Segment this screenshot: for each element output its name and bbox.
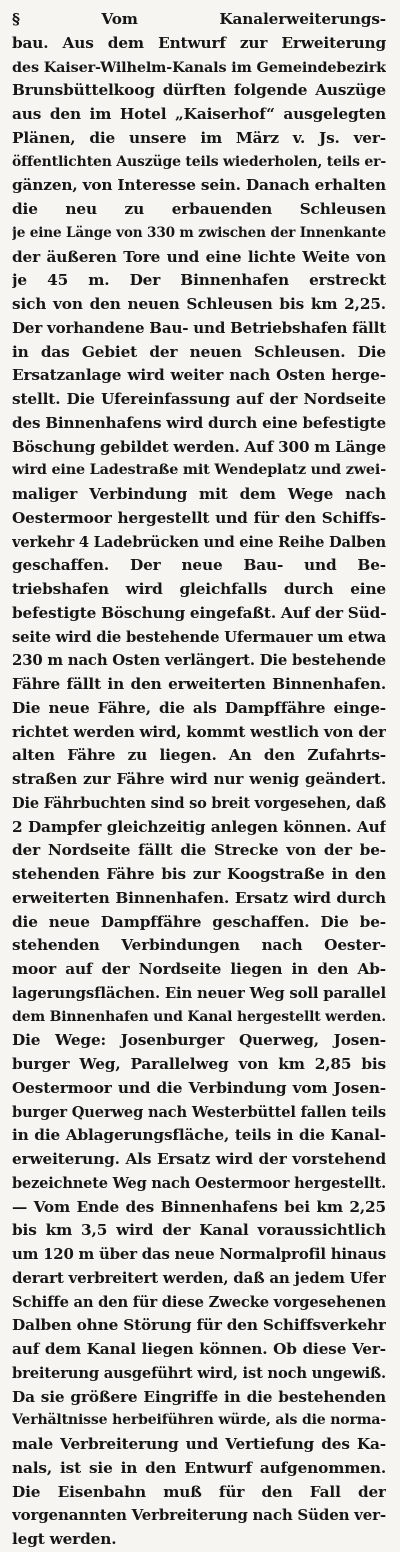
article-line: Die Wege: Josenburger Querweg, Josen- [12, 1031, 386, 1050]
article-line: Böschung gebildet werden. Auf 300 m Länge [12, 437, 386, 456]
article-line: nals, ist sie in den Entwurf aufgenommen. [12, 1458, 386, 1477]
article-line: befestigte Böschung eingefaßt. Auf der Süd- [12, 603, 386, 622]
article-line: des Binnenhafens wird durch eine befestigte [12, 413, 386, 432]
article-line: richtet werden wird, kommt westlich von der [12, 722, 386, 741]
article-line: triebshafen wird gleichfalls durch eine [12, 580, 386, 598]
article-body [12, 8, 386, 1552]
article-line: der äußeren Tore und eine lichte Weite von [12, 247, 386, 266]
article-line: aus den im Hotel „Kaiserhof“ ausgelegten [12, 105, 386, 123]
article-line: auf dem Kanal liegen können. Ob diese Ver- [12, 1340, 386, 1358]
article-line: moor auf der Nordseite liegen in den Ab- [12, 960, 386, 978]
article-line: erweiterten Binnenhafen. Ersatz wird durch [12, 888, 386, 907]
article-line: 230 m nach Osten verlängert. Die bestehende [12, 651, 386, 670]
article-line: stehenden Verbindungen nach Oester- [12, 936, 386, 955]
article-line: bau. Aus dem Entwurf zur Erweiterung [12, 33, 386, 52]
article-line: sich von den neuen Schleusen bis km 2,25. [12, 295, 386, 313]
article-line: Die Eisenbahn muß für den Fall der [12, 1482, 386, 1501]
article-line: § Vom Kanalerweiterungs- [12, 10, 386, 28]
article-line: stellt. Die Ufereinfassung auf der Nordseite [12, 390, 386, 408]
article-line: derart verbreitert werden, daß an jedem Ufer [12, 1268, 386, 1287]
article-line: verkehr 4 Ladebrücken und eine Reihe Dalben [12, 533, 386, 551]
article-line: Schiffe an den für diese Zwecke vorgesehenen [12, 1293, 386, 1311]
article-line: bezeichnete Weg nach Oestermoor hergestellt. [12, 1174, 386, 1192]
article-line: burger Querweg nach Westerbüttel fallen teils [12, 1103, 386, 1121]
article-line: Verhältnisse herbeiführen würde, als die norma- [12, 1412, 386, 1429]
article-line: Oestermoor hergestellt und für den Schiffs- [12, 508, 386, 527]
article-line: dem Binnenhafen und Kanal hergestellt werden. [12, 1008, 386, 1025]
article-line: Die neue Fähre, die als Dampffähre einge- [12, 698, 386, 717]
article-line: Brunsbüttelkoog dürften folgende Auszüge [12, 81, 386, 100]
article-line: der Nordseite fällt die Strecke von der be- [12, 841, 386, 860]
article-line: Ersatzanlage wird weiter nach Osten herge- [12, 366, 386, 385]
article-line: Oestermoor und die Verbindung vom Josen- [12, 1078, 386, 1097]
article-line: wird eine Ladestraße mit Wendeplatz und zwei- [12, 462, 386, 479]
article-line: 2 Dampfer gleichzeitig anlegen können. Auf [12, 817, 386, 836]
article-line: Plänen, die unsere im März v. Js. ver- [12, 128, 386, 147]
article-line: breiterung ausgeführt wird, ist noch ungewiß. [12, 1364, 386, 1382]
article-line: die neu zu erbauenden Schleusen [12, 200, 386, 218]
article-line: in die Ablagerungsfläche, teils in die Kanal- [12, 1126, 386, 1145]
article-line: des Kaiser-Wilhelm-Kanals im Gemeindebezirk [12, 58, 386, 76]
article-line: vorgenannten Verbreiterung nach Süden ver- [12, 1506, 386, 1525]
article-line: — Vom Ende des Binnenhafens bei km 2,25 [12, 1197, 386, 1216]
article-line: je eine Länge von 330 m zwischen der Innenkante [12, 224, 386, 241]
article-line: je 45 m. Der Binnenhafen erstreckt [12, 271, 386, 290]
article-line: stehenden Fähre bis zur Koogstraße in den [12, 865, 386, 883]
article-line: seite wird die bestehende Ufermauer um etwa [12, 628, 386, 646]
article-line: Die Fährbuchten sind so breit vorgesehen, daß [12, 794, 386, 812]
article-line: in das Gebiet der neuen Schleusen. Die [12, 342, 386, 361]
article-line: öffentlichten Auszüge teils wiederholen, teils er- [12, 153, 386, 170]
article-line: alten Fähre zu liegen. An den Zufahrts- [12, 746, 386, 765]
article-line: burger Weg, Parallelweg von km 2,85 bis [12, 1055, 386, 1073]
article-line: lagerungsflächen. Ein neuer Weg soll parallel [12, 983, 386, 1002]
article-line: um 120 m über das neue Normalprofil hinaus [12, 1245, 386, 1263]
article-line: legt werden. [12, 1530, 117, 1548]
article-line: die neue Dampffähre geschaffen. Die be- [12, 912, 386, 931]
article-line: bis km 3,5 wird der Kanal voraussichtlich [12, 1221, 386, 1240]
article-line: geschaffen. Der neue Bau- und Be- [12, 556, 386, 575]
article-line: Da sie größere Eingriffe in die bestehenden [12, 1387, 386, 1406]
article-line: straßen zur Fähre wird nur wenig geändert. [12, 770, 386, 788]
article-line: maliger Verbindung mit dem Wege nach [12, 485, 386, 503]
article-line: Der vorhandene Bau- und Betriebshafen fällt [12, 318, 386, 337]
article-line: Dalben ohne Störung für den Schiffsverkehr [12, 1316, 386, 1335]
article-line: erweiterung. Als Ersatz wird der vorstehend [12, 1150, 386, 1168]
article-line: Fähre fällt in den erweiterten Binnenhafen. [12, 675, 386, 693]
article-line: male Verbreiterung und Vertiefung des Ka- [12, 1435, 386, 1453]
article-line: gänzen, von Interesse sein. Danach erhalten [12, 176, 386, 195]
